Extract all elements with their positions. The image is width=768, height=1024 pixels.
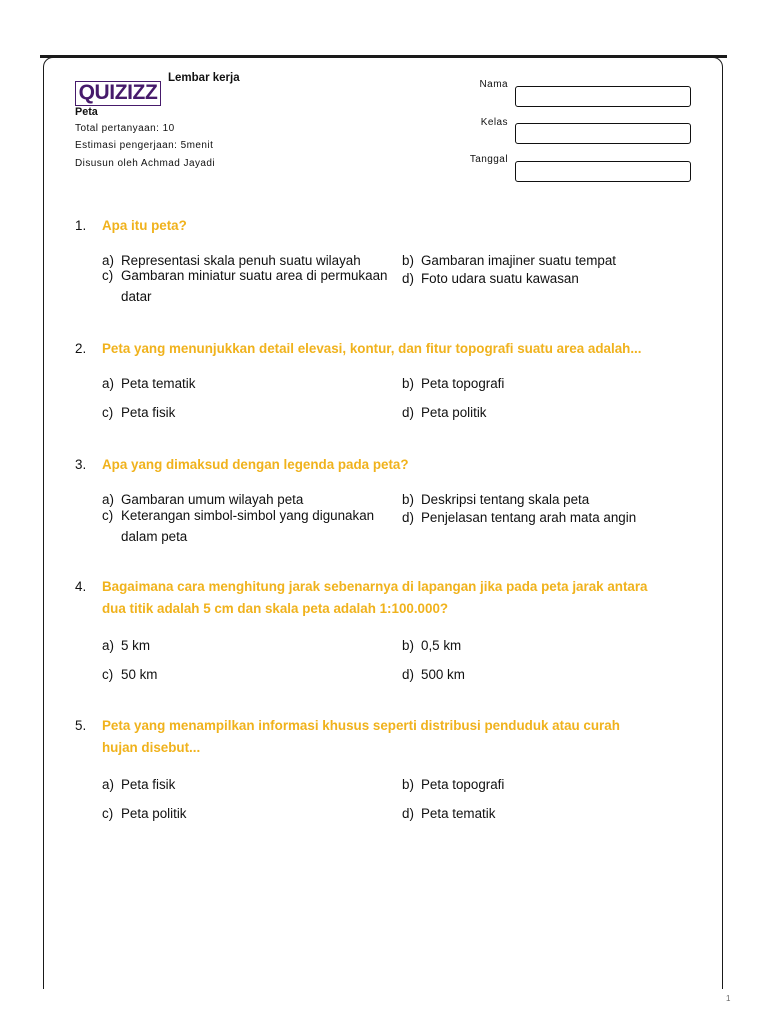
option-text: Peta tematik bbox=[121, 376, 196, 391]
question-1 bbox=[0, 215, 768, 335]
option-text: Peta fisik bbox=[121, 405, 176, 420]
option-d bbox=[402, 507, 711, 528]
question-text: Bagaimana cara menghitung jarak sebenarnya di lapangan jika pada peta jarak antara dua titik adalah 5 cm dan skala peta adalah 1:100.000? bbox=[102, 579, 648, 616]
option-text: Peta topografi bbox=[421, 376, 505, 391]
question-text: Apa yang dimaksud dengan legenda pada peta? bbox=[102, 457, 409, 472]
option-d bbox=[402, 268, 711, 289]
quizizz-logo: QUIZIZZ bbox=[75, 81, 161, 106]
question-number: 1. bbox=[75, 218, 87, 233]
option-text: Peta fisik bbox=[121, 777, 176, 792]
option-label: a) bbox=[102, 376, 114, 391]
option-label: b) bbox=[402, 638, 414, 653]
page-number: 1 bbox=[726, 994, 731, 1003]
option-text: 5 km bbox=[121, 638, 151, 653]
option-text: Gambaran imajiner suatu tempat bbox=[421, 253, 617, 268]
option-label: a) bbox=[102, 492, 114, 507]
question-number: 5. bbox=[75, 718, 87, 733]
total-questions: Total pertanyaan: 10 bbox=[75, 123, 175, 134]
option-label: c) bbox=[102, 508, 114, 523]
option-c bbox=[102, 265, 401, 307]
option-b bbox=[402, 373, 711, 394]
question-3 bbox=[0, 454, 768, 574]
question-2 bbox=[0, 338, 768, 458]
option-text: Peta politik bbox=[121, 806, 187, 821]
option-text: Peta topografi bbox=[421, 777, 505, 792]
option-text: Gambaran umum wilayah peta bbox=[121, 492, 304, 507]
option-label: d) bbox=[402, 667, 414, 682]
question-text: Peta yang menampilkan informasi khusus seperti distribusi penduduk atau curah hujan disebut... bbox=[102, 718, 620, 755]
option-text: Peta politik bbox=[421, 405, 487, 420]
option-a bbox=[102, 373, 401, 394]
option-label: c) bbox=[102, 405, 114, 420]
option-text: Peta tematik bbox=[421, 806, 496, 821]
option-text: Gambaran miniatur suatu area di permukaan datar bbox=[121, 268, 388, 304]
option-b bbox=[402, 774, 711, 795]
class-field[interactable] bbox=[515, 123, 691, 144]
option-label: c) bbox=[102, 268, 114, 283]
question-text: Peta yang menunjukkan detail elevasi, kontur, dan fitur topografi suatu area adalah... bbox=[102, 341, 642, 356]
worksheet-label: Lembar kerja bbox=[168, 72, 240, 84]
option-c bbox=[102, 664, 401, 685]
option-label: b) bbox=[402, 376, 414, 391]
question-text: Apa itu peta? bbox=[102, 218, 187, 233]
option-text: Foto udara suatu kawasan bbox=[421, 271, 579, 286]
option-label: c) bbox=[102, 667, 114, 682]
question-number: 3. bbox=[75, 457, 87, 472]
option-text: Representasi skala penuh suatu wilayah bbox=[121, 253, 361, 268]
option-label: b) bbox=[402, 492, 414, 507]
option-label: d) bbox=[402, 405, 414, 420]
option-text: Penjelasan tentang arah mata angin bbox=[421, 510, 637, 525]
name-field[interactable] bbox=[515, 86, 691, 107]
estimated-time: Estimasi pengerjaan: 5menit bbox=[75, 140, 214, 151]
option-c bbox=[102, 505, 401, 547]
class-label: Kelas bbox=[480, 117, 508, 128]
question-number: 2. bbox=[75, 341, 87, 356]
author: Disusun oleh Achmad Jayadi bbox=[75, 158, 216, 169]
option-b bbox=[402, 635, 711, 656]
option-label: b) bbox=[402, 777, 414, 792]
option-label: a) bbox=[102, 777, 114, 792]
question-number: 4. bbox=[75, 579, 87, 594]
date-label: Tanggal bbox=[469, 154, 508, 165]
worksheet-topic: Peta bbox=[75, 106, 98, 118]
option-label: d) bbox=[402, 271, 414, 286]
option-d bbox=[402, 664, 711, 685]
option-a bbox=[102, 774, 401, 795]
question-4 bbox=[0, 576, 768, 696]
option-label: b) bbox=[402, 253, 414, 268]
option-label: d) bbox=[402, 806, 414, 821]
option-label: a) bbox=[102, 253, 114, 268]
option-c bbox=[102, 803, 401, 824]
option-d bbox=[402, 803, 711, 824]
option-text: 0,5 km bbox=[421, 638, 462, 653]
option-label: c) bbox=[102, 806, 114, 821]
option-label: d) bbox=[402, 510, 414, 525]
name-label: Nama bbox=[479, 79, 508, 90]
option-text: 50 km bbox=[121, 667, 158, 682]
date-field[interactable] bbox=[515, 161, 691, 182]
option-d bbox=[402, 402, 711, 423]
option-text: Deskripsi tentang skala peta bbox=[421, 492, 590, 507]
option-text: Keterangan simbol-simbol yang digunakan dalam peta bbox=[121, 508, 375, 544]
option-text: 500 km bbox=[421, 667, 465, 682]
option-label: a) bbox=[102, 638, 114, 653]
question-5 bbox=[0, 715, 768, 835]
option-c bbox=[102, 402, 401, 423]
option-a bbox=[102, 635, 401, 656]
